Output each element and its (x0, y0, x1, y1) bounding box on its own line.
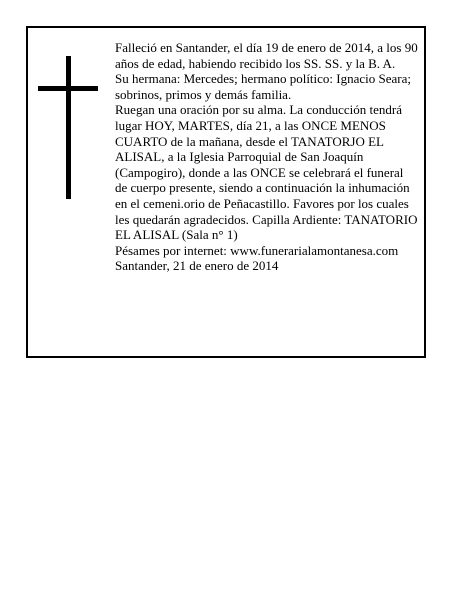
death-announcement: Falleció en Santander, el día 19 de enero de 2014, a los 90 años de edad, habiendo recibido los SS. SS. y la B. A. (115, 40, 418, 71)
latin-cross-icon (38, 56, 98, 199)
notice-date: Santander, 21 de enero de 2014 (115, 258, 279, 274)
family-list: Su hermana: Mercedes; hermano político: Ignacio Seara; sobrinos, primos y demás familia. (115, 71, 412, 102)
condolences-website: Pésames por internet: www.funerarialamontanesa.com (115, 242, 399, 258)
cross-vertical-bar (66, 56, 71, 199)
cross-horizontal-bar (38, 86, 98, 91)
obituary-notice (26, 26, 426, 358)
notice-body (115, 40, 418, 274)
funeral-details: Ruegan una oración por su alma. La conducción tendrá lugar HOY, MARTES, día 21, a las ONCE MENOS CUARTO de la mañana, desde el TANATORJO EL ALISAL, a la Iglesia Parroquial de San Joaquín (Campogiro), donde a las ONCE se celebrará el funeral de cuerpo presente, siendo a continuación la inhumación en el cemeni.orio de Peñacastillo. Favores por los cuales les quedarán agradecidos. Capilla Ardiente: TANATORIO EL ALISAL (Sala n° 1) (115, 102, 418, 243)
